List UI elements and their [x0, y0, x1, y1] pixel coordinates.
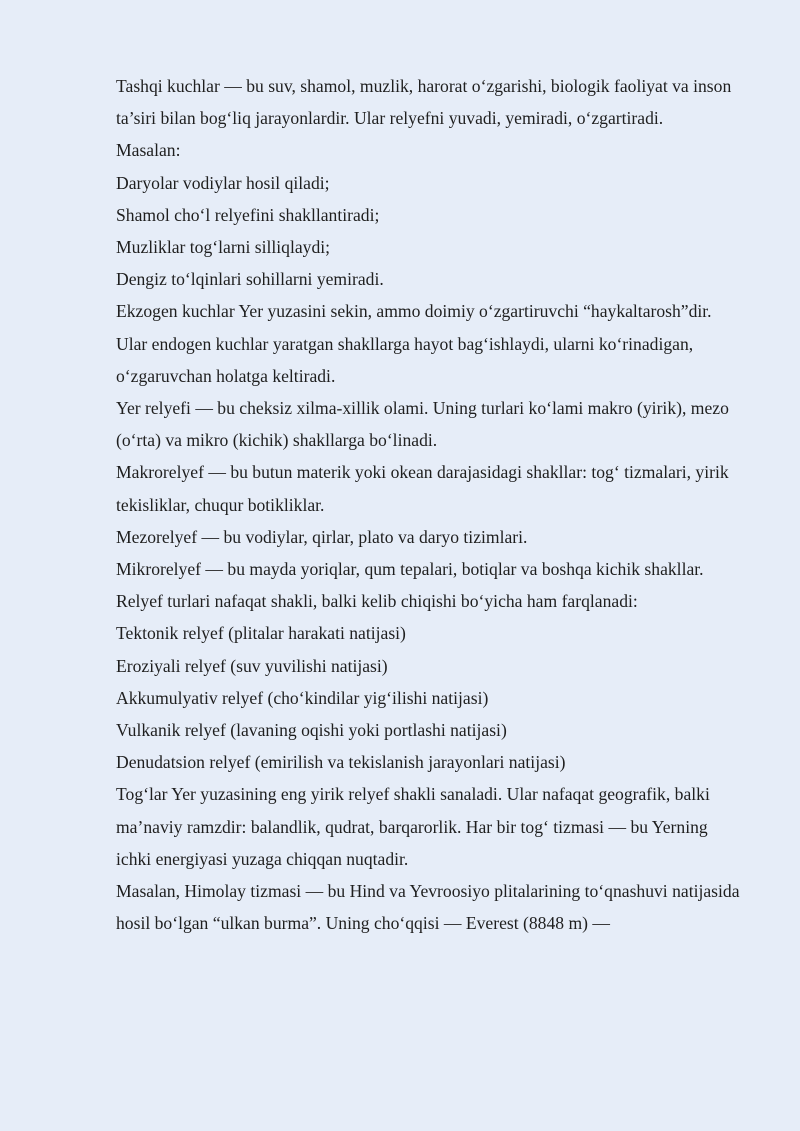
- list-item: Daryolar vodiylar hosil qiladi;: [116, 172, 330, 193]
- paragraph: Mezorelyef — bu vodiylar, qirlar, plato va daryo tizimlari.: [116, 526, 528, 547]
- paragraph: Tashqi kuchlar — bu suv, shamol, muzlik, harorat o‘zgarishi, biologik faoliyat va inson ta’siri bilan bog‘liq jarayonlardir. Ular relyefni yuvadi, yemiradi, o‘zgartiradi.: [116, 76, 732, 129]
- paragraph: Tog‘lar Yer yuzasining eng yirik relyef shakli sanaladi. Ular nafaqat geografik, balki ma’naviy ramzdir: balandlik, qudrat, barqarorlik. Har bir tog‘ tizmasi — bu Yerning ichki energiyasi yuzaga chiqqan nuqtadir.: [116, 784, 710, 869]
- paragraph: Ekzogen kuchlar Yer yuzasini sekin, ammo doimiy o‘zgartiruvchi “haykaltarosh”dir. Ular endogen kuchlar yaratgan shakllarga hayot bag‘ishlaydi, ularni ko‘rinadigan, o‘zgaruvchan holatga keltiradi.: [116, 301, 712, 386]
- list-item: Akkumulyativ relyef (cho‘kindilar yig‘ilishi natijasi): [116, 687, 489, 708]
- body-text: [116, 70, 746, 939]
- paragraph: Relyef turlari nafaqat shakli, balki kelib chiqishi bo‘yicha ham farqlanadi:: [116, 591, 638, 612]
- list-item: Muzliklar tog‘larni silliqlaydi;: [116, 237, 331, 258]
- paragraph: Mikrorelyef — bu mayda yoriqlar, qum tepalari, botiqlar va boshqa kichik shakllar.: [116, 559, 704, 580]
- paragraph: Masalan:: [116, 140, 181, 161]
- list-item: Denudatsion relyef (emirilish va tekislanish jarayonlari natijasi): [116, 752, 566, 773]
- list-item: Shamol cho‘l relyefini shakllantiradi;: [116, 204, 380, 225]
- paragraph: Yer relyefi — bu cheksiz xilma-xillik olami. Uning turlari ko‘lami makro (yirik), mezo (o‘rta) va mikro (kichik) shakllarga bo‘linadi.: [116, 398, 729, 451]
- list-item: Dengiz to‘lqinlari sohillarni yemiradi.: [116, 269, 384, 290]
- paragraph: Makrorelyef — bu butun materik yoki okean darajasidagi shakllar: tog‘ tizmalari, yirik tekisliklar, chuqur botikliklar.: [116, 462, 729, 515]
- paragraph: Masalan, Himolay tizmasi — bu Hind va Yevroosiyo plitalarining to‘qnashuvi natijasida hosil bo‘lgan “ulkan burma”. Uning cho‘qqisi — Everest (8848 m) —: [116, 881, 740, 934]
- list-item: Vulkanik relyef (lavaning oqishi yoki portlashi natijasi): [116, 720, 507, 741]
- list-item: Eroziyali relyef (suv yuvilishi natijasi): [116, 655, 388, 676]
- list-item: Tektonik relyef (plitalar harakati natijasi): [116, 623, 406, 644]
